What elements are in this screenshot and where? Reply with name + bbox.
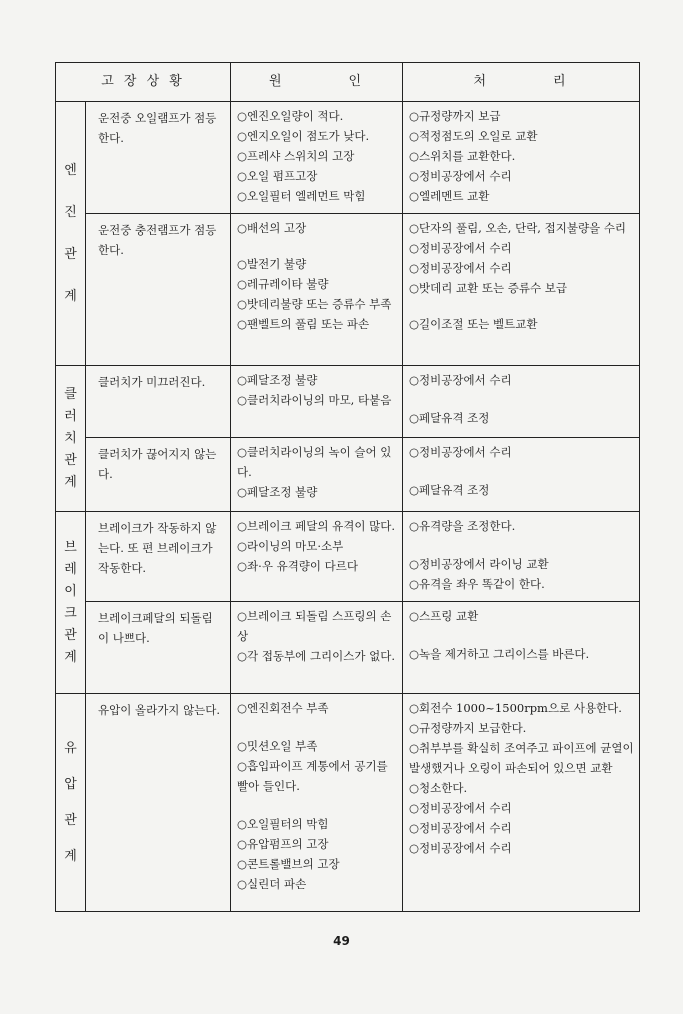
- remedy-cell: ○정비공장에서 수리 ○페달유격 조정: [403, 438, 640, 512]
- cause-cell: ○엔진회전수 부족 ○밋션오일 부족 ○흡입파이프 계통에서 공기를 빨아 들인다. ○오일필터의 막힘 ○유압펌프의 고장 ○콘트롤밸브의 고장 ○실린더 파손: [231, 694, 403, 912]
- cause-cell: ○배선의 고장 ○발전기 불량 ○레규레이타 불량 ○밧데리불량 또는 증류수 부족 ○팬벨트의 풀림 또는 파손: [231, 214, 403, 366]
- symptom-cell: 클러치가 미끄러진다.: [86, 366, 231, 438]
- header-remedy: 처 리: [403, 63, 640, 102]
- table-row: [56, 512, 640, 602]
- cause-cell: ○브레이크 페달의 유격이 많다. ○라이닝의 마모·소부 ○좌·우 유격량이 다르다: [231, 512, 403, 602]
- troubleshooting-table: [55, 62, 640, 912]
- symptom-cell: 운전중 오일램프가 점등한다.: [86, 102, 231, 214]
- remedy-cell: ○회전수 1000~1500rpm으로 사용한다. ○규정량까지 보급한다. ○취부부를 확실히 조여주고 파이프에 균열이 발생했거나 오링이 파손되어 있으면 교환 ○청소한다. ○정비공장에서 수리 ○정비공장에서 수리 ○정비공장에서 수리: [403, 694, 640, 912]
- table-header-row: [56, 63, 640, 102]
- remedy-cell: ○정비공장에서 수리 ○페달유격 조정: [403, 366, 640, 438]
- category-hydraulic: 유 압 관 계: [56, 694, 86, 912]
- header-symptom: 고 장 상 황: [56, 63, 231, 102]
- remedy-cell: ○단자의 풀림, 오손, 단락, 접지불량을 수리 ○정비공장에서 수리 ○정비공장에서 수리 ○밧데리 교환 또는 증류수 보급 ○길이조절 또는 벨트교환: [403, 214, 640, 366]
- page-number: 49: [333, 934, 350, 948]
- table-row: [56, 694, 640, 912]
- table-row: [56, 214, 640, 366]
- cause-cell: ○페달조정 불량 ○클러치라이닝의 마모, 타붙음: [231, 366, 403, 438]
- header-cause: 원 인: [231, 63, 403, 102]
- category-brake: 브 레 이 크 관 계: [56, 512, 86, 694]
- category-engine: 엔 진 관 계: [56, 102, 86, 366]
- remedy-cell: ○유격량을 조정한다. ○정비공장에서 라이닝 교환 ○유격을 좌우 똑같이 한다.: [403, 512, 640, 602]
- remedy-cell: ○규정량까지 보급 ○적정점도의 오일로 교환 ○스위치를 교환한다. ○정비공장에서 수리 ○엘레멘트 교환: [403, 102, 640, 214]
- symptom-cell: 브레이크가 작동하지 않는다. 또 편 브레이크가 작동한다.: [86, 512, 231, 602]
- symptom-cell: 클러치가 끊어지지 않는다.: [86, 438, 231, 512]
- table-row: [56, 102, 640, 214]
- symptom-cell: 브레이크페달의 되돌림이 나쁘다.: [86, 602, 231, 694]
- cause-cell: ○브레이크 되돌림 스프링의 손상 ○각 접동부에 그리이스가 없다.: [231, 602, 403, 694]
- category-clutch: 클 러 치 관 계: [56, 366, 86, 512]
- table-row: [56, 438, 640, 512]
- table-row: [56, 366, 640, 438]
- cause-cell: ○클러치라이닝의 녹이 슬어 있다. ○페달조정 불량: [231, 438, 403, 512]
- table-row: [56, 602, 640, 694]
- symptom-cell: 유압이 올라가지 않는다.: [86, 694, 231, 912]
- symptom-cell: 운전중 충전램프가 점등한다.: [86, 214, 231, 366]
- cause-cell: ○엔진오일량이 적다. ○엔지오일이 점도가 낮다. ○프레샤 스위치의 고장 ○오일 펌프고장 ○오일필터 엘레먼트 막힘: [231, 102, 403, 214]
- remedy-cell: ○스프링 교환 ○녹을 제거하고 그리이스를 바른다.: [403, 602, 640, 694]
